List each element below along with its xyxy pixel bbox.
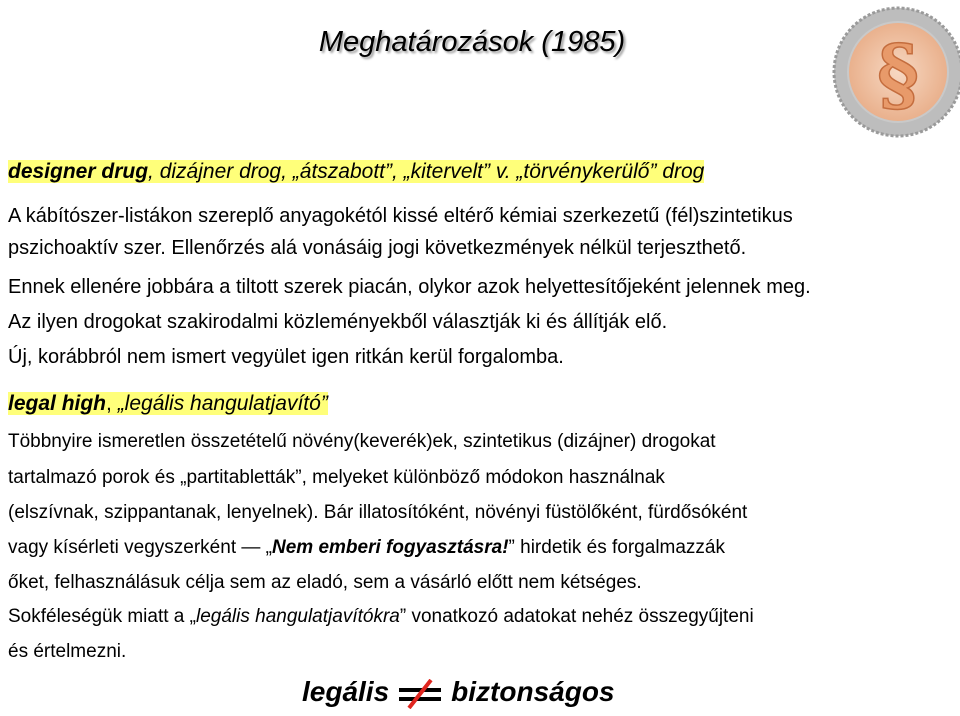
legal-high-sep: , <box>106 392 118 415</box>
legal-text-line: Többnyire ismeretlen összetételű növény(keverék)ek, szintetikus (dizájner) drogokat <box>8 431 716 452</box>
legal-text-line: és értelmezni. <box>8 641 127 662</box>
legal-text-line: (elszívnak, szippantanak, lenyelnek). Bár illatosítóként, növényi füstölőként, fürdősóként <box>8 502 748 523</box>
legal-text-part: vagy kísérleti vegyszerként — „ <box>8 537 272 558</box>
legal-text-part: ” hirdetik és forgalmazzák <box>508 537 725 558</box>
legal-text-part: Sokféleségük miatt a „ <box>8 606 196 627</box>
footer-right: biztonságos <box>451 676 615 707</box>
designer-drug-heading <box>8 160 704 184</box>
designer-drug-highlight <box>8 160 704 183</box>
legal-high-heading <box>8 392 328 416</box>
legal-text-part: ” vonatkozó adatokat nehéz összegyűjteni <box>399 606 754 627</box>
warning-emphasis: Nem emberi fogyasztásra! <box>271 537 509 558</box>
designer-drug-term: designer drug <box>8 160 149 183</box>
designer-text-line: Az ilyen drogokat szakirodalmi közleményekből választják ki és állítják elő. <box>8 311 668 333</box>
footer-left: legális <box>302 676 390 707</box>
legal-text-emphasis: legális hangulatjavítókra <box>195 606 400 627</box>
designer-text-line: A kábítószer-listákon szereplő anyagokétól kissé eltérő kémiai szerkezetű (fél)szintetikus <box>8 205 793 227</box>
legal-high-translation: „legális hangulatjavító” <box>117 392 328 415</box>
designer-text-line: Új, korábbról nem ismert vegyület igen ritkán kerül forgalomba. <box>8 346 564 368</box>
legal-text-line <box>8 606 754 628</box>
designer-drug-synonyms: , dizájner drog, „átszabott”, „kitervelt” v. „törvénykerülő” drog <box>148 160 705 183</box>
legal-high-highlight <box>8 392 328 415</box>
legal-text-line: őket, felhasználásuk célja sem az eladó, sem a vásárló előtt nem kétséges. <box>8 572 642 593</box>
legal-text-line <box>8 537 725 559</box>
seal-symbol: § <box>877 27 919 121</box>
legal-text-line: tartalmazó porok és „partitabletták”, melyeket különböző módokon használnak <box>8 467 665 488</box>
not-equal-icon <box>397 679 443 709</box>
section-seal-icon <box>832 0 960 150</box>
legal-high-term: legal high <box>8 392 107 415</box>
page-title: Meghatározások (1985) <box>318 26 626 58</box>
footer-statement <box>302 676 615 709</box>
designer-text-line: pszichoaktív szer. Ellenőrzés alá vonásáig jogi következmények nélkül terjeszthető. <box>8 237 747 259</box>
designer-text-line: Ennek ellenére jobbára a tiltott szerek piacán, olykor azok helyettesítőjeként jelennek meg. <box>8 276 811 298</box>
